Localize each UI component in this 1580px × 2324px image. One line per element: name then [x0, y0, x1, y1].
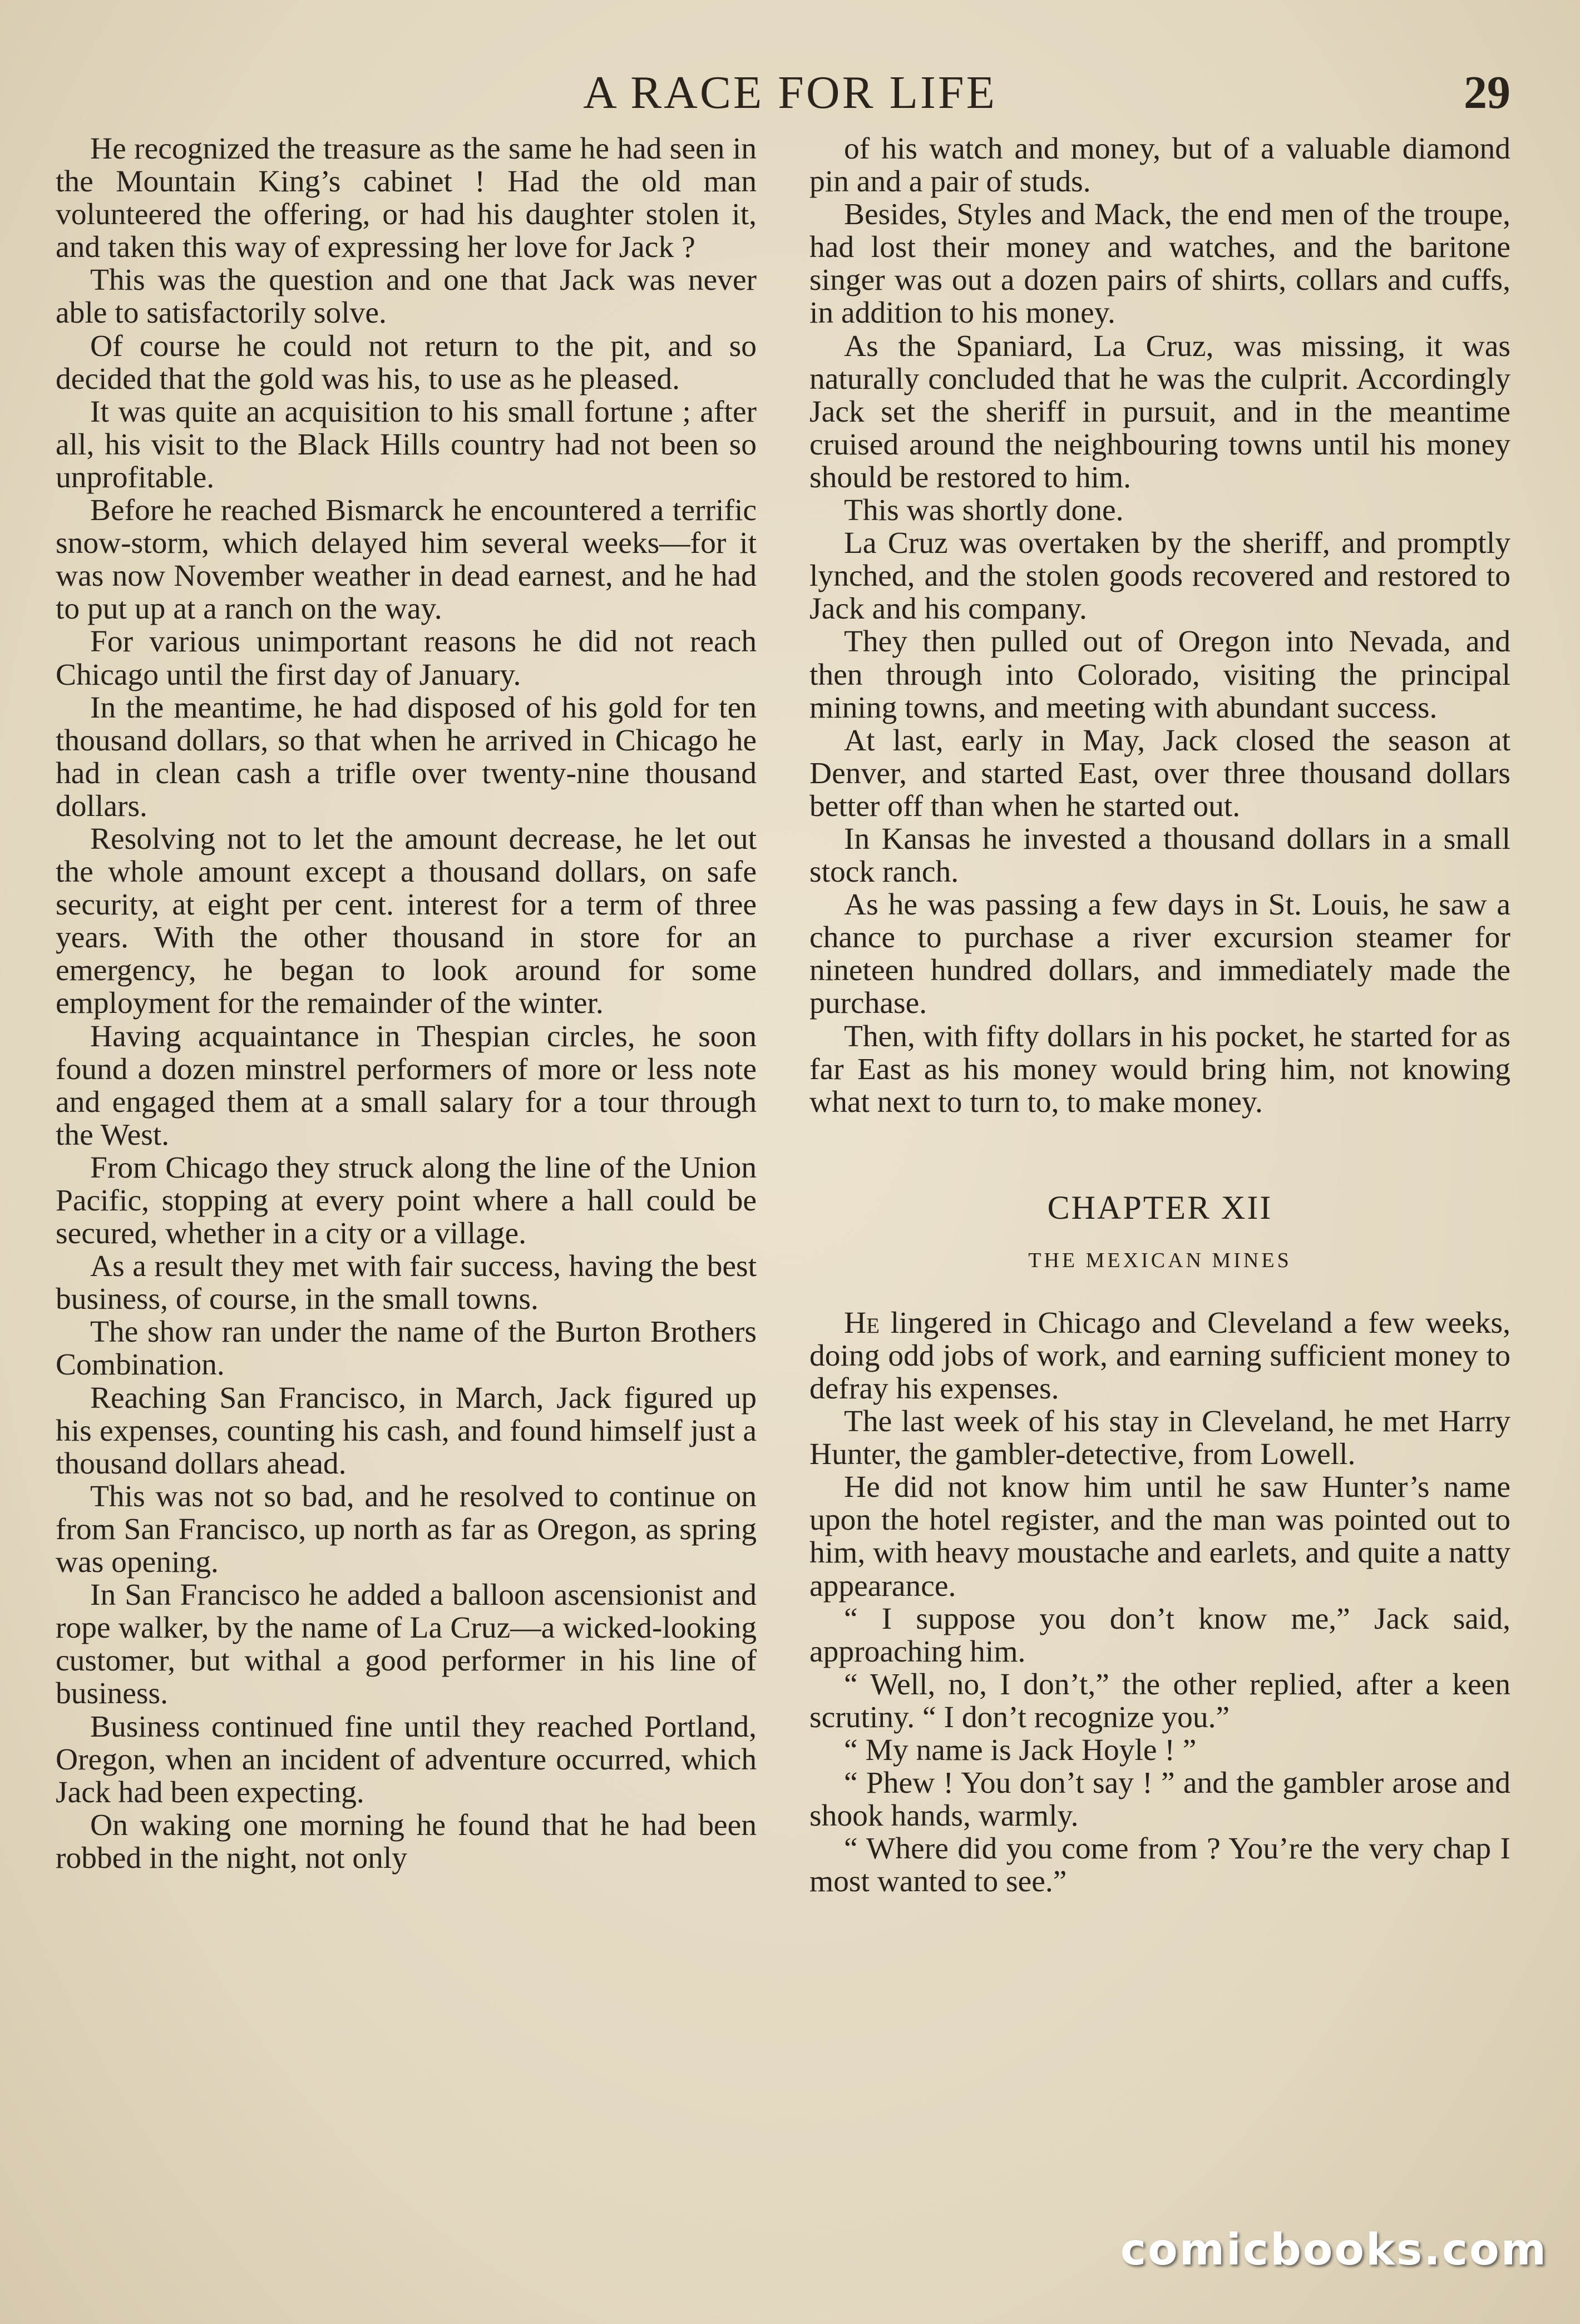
page-number: 29: [1464, 67, 1510, 118]
paragraph: For various unimportant reasons he did not reach Chicago until the first day of January.: [56, 625, 757, 692]
chapter-subtitle: THE MEXICAN MINES: [1028, 1248, 1292, 1272]
paragraph: The last week of his stay in Cleveland, he met Harry Hunter, the gambler-detective, from Lowell.: [809, 1405, 1510, 1472]
paragraph: Having acquaintance in Thespian circles, he soon found a dozen minstrel performers of more or less note and engaged them at a small salary for a tour through the West.: [56, 1019, 757, 1152]
paragraph: From Chicago they struck along the line of the Union Pacific, stopping at every point where a hall could be secured, whether in a city or a village.: [56, 1150, 757, 1251]
paragraph: The show ran under the name of the Burton Brothers Combination.: [56, 1315, 757, 1382]
left-column: [56, 132, 757, 1875]
paragraph: In San Francisco he added a balloon ascensionist and rope walker, by the name of La Cruz—a wicked-looking customer, but withal a good performer in his line of business.: [56, 1578, 757, 1711]
chapter-first-word: He: [844, 1306, 880, 1340]
right-column: [809, 132, 1510, 1898]
paragraph: It was quite an acquisition to his small fortune ; after all, his visit to the Black Hills country had not been so unprofitable.: [56, 394, 757, 495]
paragraph: In Kansas he invested a thousand dollars in a small stock ranch.: [809, 822, 1510, 889]
paragraph: At last, early in May, Jack closed the season at Denver, and started East, over three thousand dollars better off than when he started out.: [809, 723, 1510, 823]
paragraph: “ My name is Jack Hoyle ! ”: [844, 1733, 1197, 1768]
chapter-opening-paragraph: [809, 1307, 1510, 1405]
paragraph: This was shortly done.: [844, 493, 1124, 528]
chapter-opening-text: lingered in Chicago and Cleveland a few weeks, doing odd jobs of work, and earning sufficient money to defray his expenses.: [809, 1306, 1510, 1406]
page-header: [0, 66, 1580, 121]
paragraph: “ Phew ! You don’t say ! ” and the gambler arose and shook hands, warmly.: [809, 1766, 1510, 1833]
paragraph: of his watch and money, but of a valuable diamond pin and a pair of studs.: [809, 132, 1510, 199]
paragraph: “ I suppose you don’t know me,” Jack said, approaching him.: [809, 1601, 1510, 1669]
running-title: A RACE FOR LIFE: [583, 67, 997, 118]
paragraph: Before he reached Bismarck he encountered a terrific snow-storm, which delayed him several weeks—for it was now November weather in dead earnest, and he had to put up at a ranch on the way.: [56, 493, 757, 626]
paragraph: Business continued fine until they reached Portland, Oregon, when an incident of adventure occurred, which Jack had been expecting.: [56, 1709, 757, 1809]
paragraph: As he was passing a few days in St. Louis, he saw a chance to purchase a river excursion steamer for nineteen hundred dollars, and immediately made the purchase.: [809, 888, 1510, 1021]
paragraph: Reaching San Francisco, in March, Jack figured up his expenses, counting his cash, and found himself just a thousand dollars ahead.: [56, 1381, 757, 1481]
paragraph: He did not know him until he saw Hunter’s name upon the hotel register, and the man was pointed out to him, with heavy moustache and earlets, and quite a natty appearance.: [809, 1470, 1510, 1603]
paragraph: Of course he could not return to the pit, and so decided that the gold was his, to use as he pleased.: [56, 329, 757, 396]
paragraph: Besides, Styles and Mack, the end men of the troupe, had lost their money and watches, and the baritone singer was out a dozen pairs of shirts, collars and cuffs, in addition to his money.: [809, 197, 1510, 330]
paragraph: This was not so bad, and he resolved to continue on from San Francisco, up north as far as Oregon, as spring was opening.: [56, 1479, 757, 1580]
paragraph: As a result they met with fair success, having the best business, of course, in the small towns.: [56, 1249, 757, 1317]
paragraph: In the meantime, he had disposed of his gold for ten thousand dollars, so that when he arrived in Chicago he had in clean cash a trifle over twenty-nine thousand dollars.: [56, 690, 757, 823]
paragraph: “ Well, no, I don’t,” the other replied, after a keen scrutiny. “ I don’t recognize you.”: [809, 1667, 1510, 1734]
chapter-title: CHAPTER XII: [1047, 1189, 1273, 1226]
paragraph: On waking one morning he found that he had been robbed in the night, not only: [56, 1808, 757, 1875]
paragraph: “ Where did you come from ? You’re the very chap I most wanted to see.”: [809, 1832, 1510, 1899]
paragraph: As the Spaniard, La Cruz, was missing, it was naturally concluded that he was the culprit. Accordingly Jack set the sheriff in pursuit, and in the meantime cruised around the neighbouring towns until his money should be restored to him.: [809, 329, 1510, 495]
watermark: comicbooks.com: [1120, 2225, 1548, 2275]
paragraph: They then pulled out of Oregon into Nevada, and then through into Colorado, visiting the principal mining towns, and meeting with abundant success.: [809, 625, 1510, 725]
paragraph: Then, with fifty dollars in his pocket, he started for as far East as his money would bring him, not knowing what next to turn to, to make money.: [809, 1019, 1510, 1119]
paragraph: This was the question and one that Jack was never able to satisfactorily solve.: [56, 263, 757, 330]
paragraph: Resolving not to let the amount decrease, he let out the whole amount except a thousand dollars, on safe security, at eight per cent. interest for a term of three years. With the other thousand in store for an emergency, he began to look around for some employment for the remainder of the winter.: [56, 822, 757, 1021]
paragraph: La Cruz was overtaken by the sheriff, and promptly lynched, and the stolen goods recovered and restored to Jack and his company.: [809, 526, 1510, 626]
paragraph: He recognized the treasure as the same he had seen in the Mountain King’s cabinet ! Had the old man volunteered the offering, or had his daughter stolen it, and taken this way of expressing her love for Jack ?: [56, 132, 757, 265]
